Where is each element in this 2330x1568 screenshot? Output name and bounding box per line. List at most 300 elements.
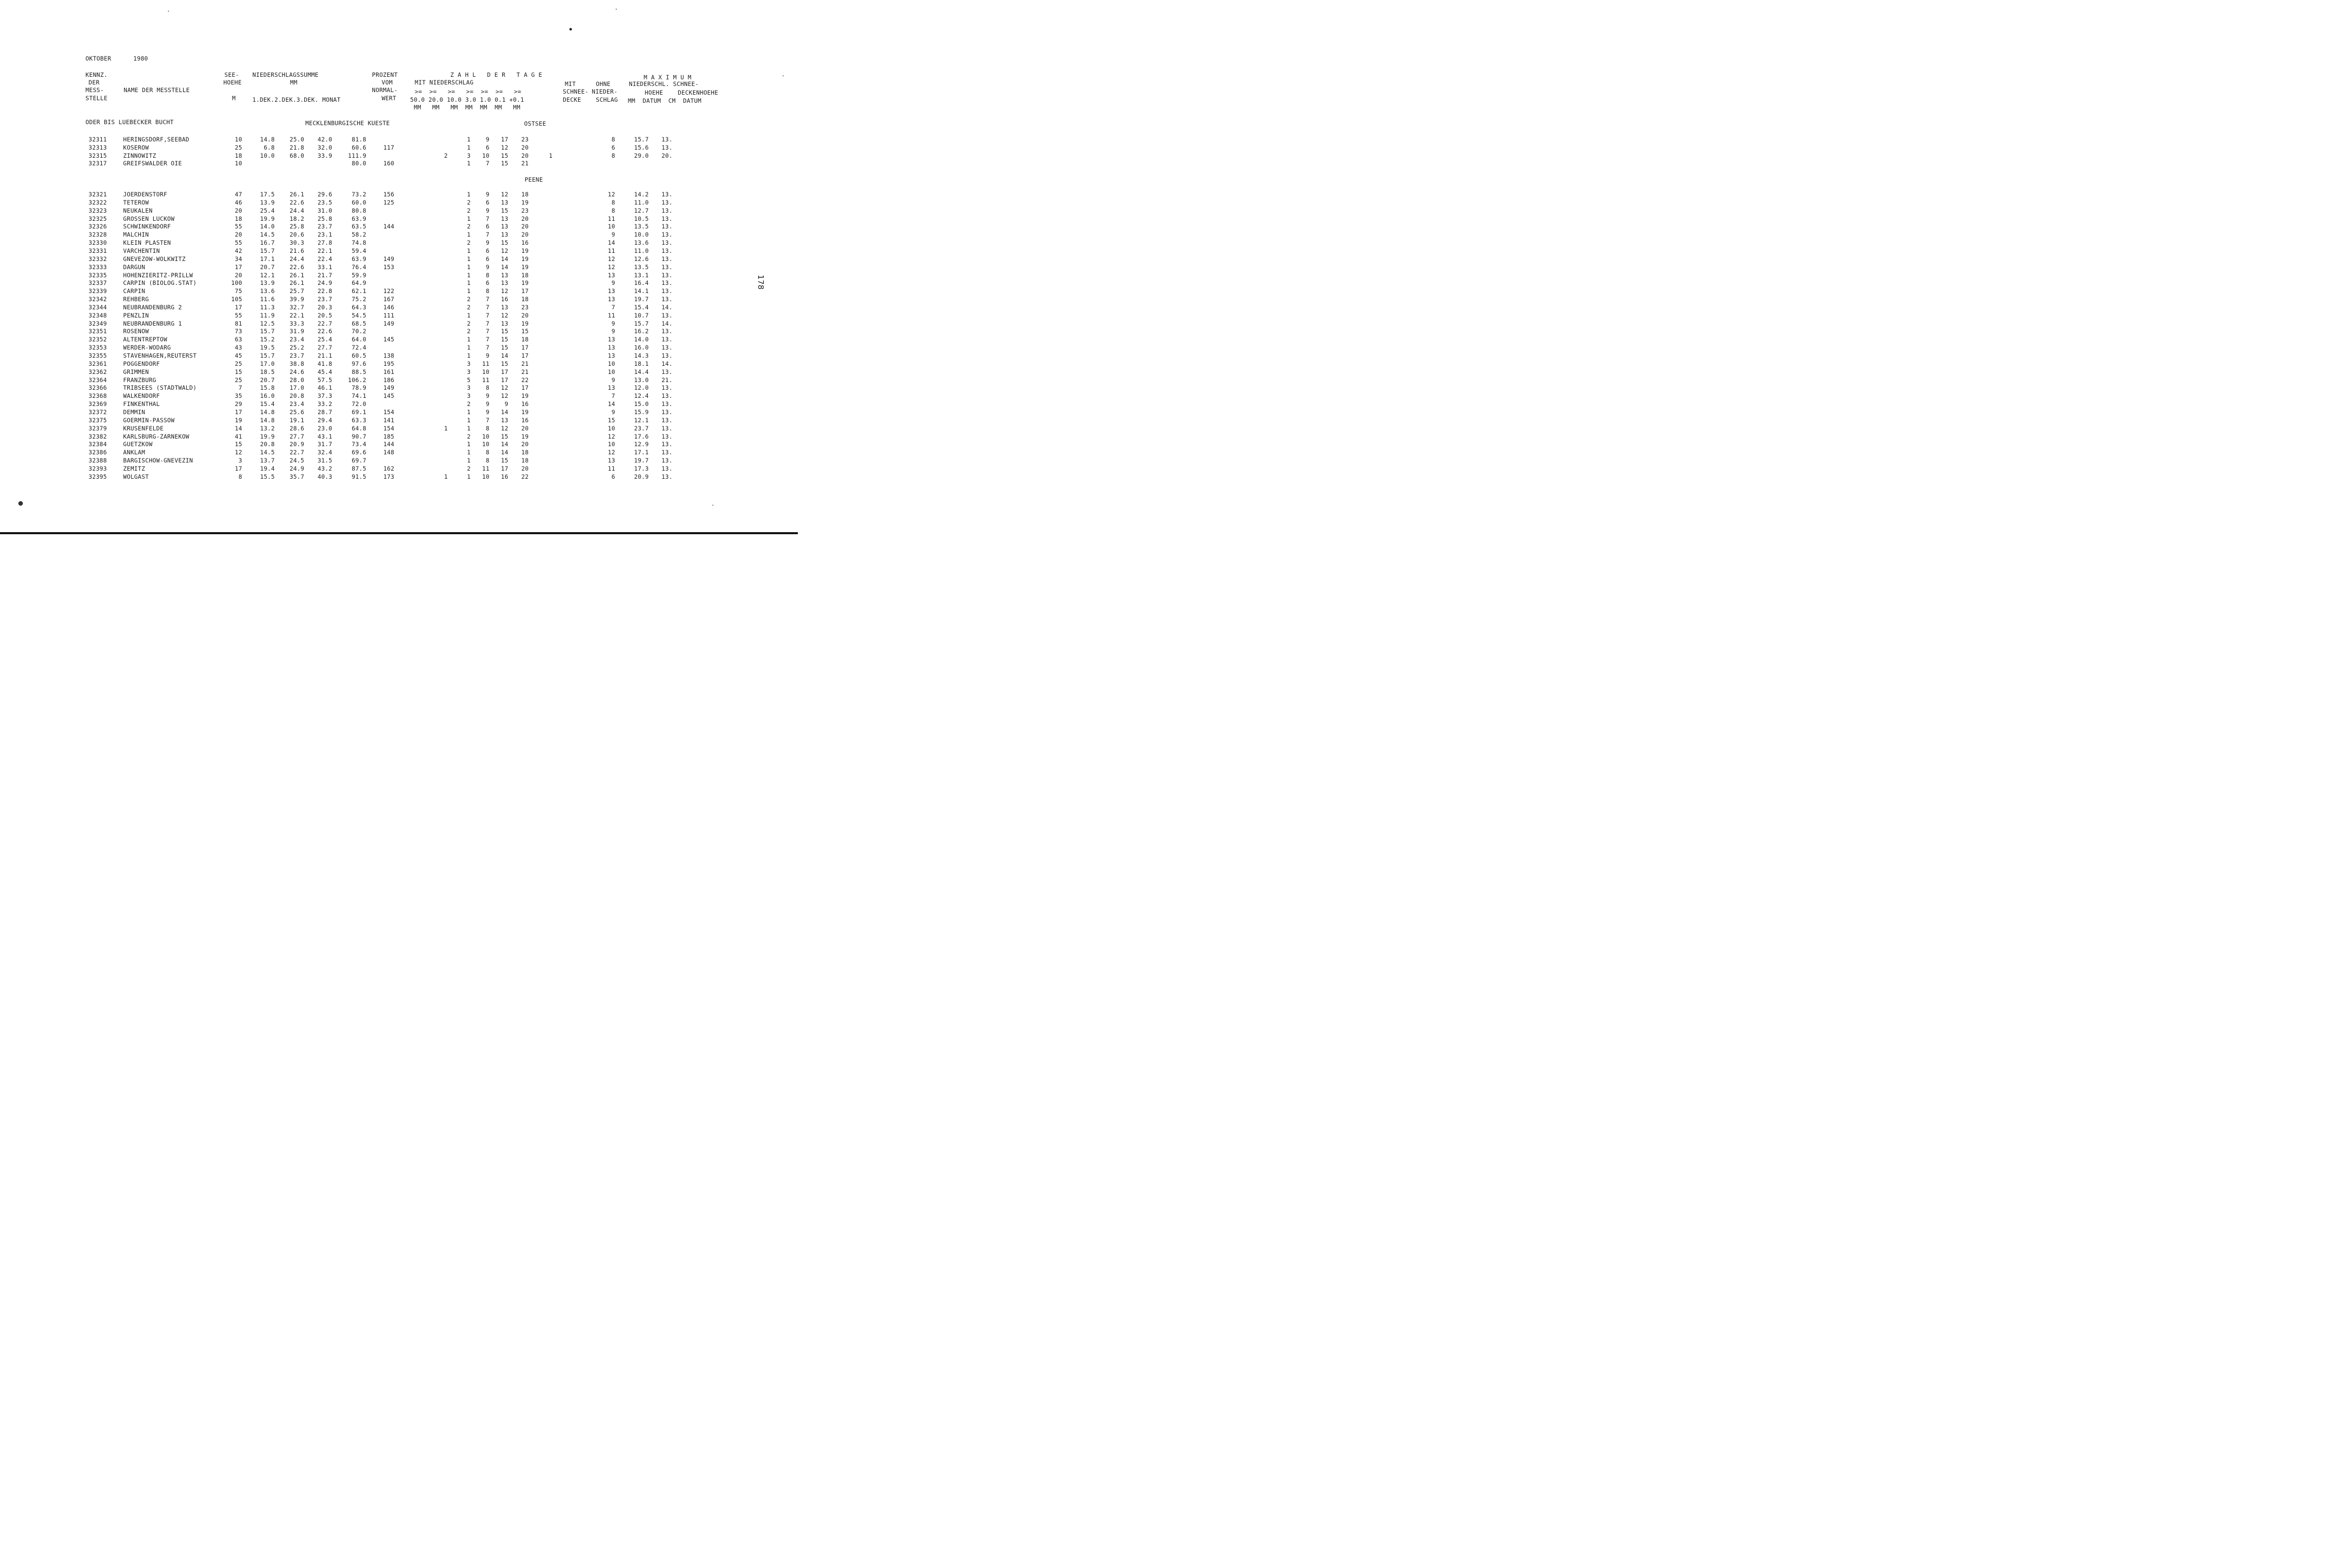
days-ge-1: 13 [501,303,508,311]
days-ge-3: 11 [482,376,490,384]
days-ge-0-1: 19 [521,408,529,416]
precip-dek1: 6.8 [264,143,275,151]
max-precip: 12.7 [634,207,649,214]
precip-month: 81.8 [352,136,366,143]
precip-dek2: 31.9 [290,328,304,335]
percent-normal: 145 [383,392,394,400]
station-name: STAVENHAGEN,REUTERST [123,352,197,359]
station-name: WOLGAST [123,473,149,480]
days-without-precip: 12 [608,191,615,198]
days-without-precip: 9 [611,320,615,327]
max-date: 13. [661,432,673,440]
max-date: 13. [661,136,673,143]
table-row [0,369,798,377]
days-ge-3: 8 [485,287,490,295]
days-ge-20: 1 [444,424,448,432]
station-name: REHBERG [123,296,149,303]
table-row [0,223,798,231]
days-ge-20: 2 [444,152,448,159]
precip-dek2: 26.1 [290,271,304,279]
days-ge-1: 15 [501,360,508,367]
precip-dek1: 15.5 [260,473,275,480]
days-ge-10: 1 [467,457,471,464]
days-ge-10: 3 [467,384,471,392]
days-ge-1: 12 [501,424,508,432]
header-snow-ohne-3: SCHLAG [596,96,618,103]
station-name: ZINNOWITZ [123,152,157,159]
station-height: 34 [235,255,242,263]
precip-dek3: 23.5 [318,198,332,206]
days-ge-10: 1 [467,449,471,456]
precip-dek3: 22.6 [318,328,332,335]
precip-dek2: 22.6 [290,198,304,206]
precip-dek1: 14.8 [260,416,275,424]
station-height: 8 [238,473,242,480]
precip-dek2: 22.1 [290,311,304,319]
days-ge-3: 7 [485,231,490,239]
station-id: 32326 [89,223,107,230]
days-ge-3: 8 [485,384,490,392]
station-height: 20 [235,271,242,279]
days-ge-3: 7 [485,296,490,303]
percent-normal: 195 [383,360,394,367]
days-ge-0-1: 17 [521,344,529,352]
days-ge-10: 1 [467,424,471,432]
precip-dek3: 41.8 [318,360,332,367]
days-ge-1: 16 [501,473,508,480]
days-without-precip: 10 [608,441,615,448]
precip-dek2: 22.7 [290,449,304,456]
max-date: 20. [661,152,673,159]
percent-normal: 138 [383,352,394,359]
precip-dek2: 33.3 [290,320,304,327]
max-date: 13. [661,215,673,222]
percent-normal: 149 [383,320,394,327]
days-ge-3: 9 [485,191,490,198]
station-height: 25 [235,376,242,384]
precip-month: 90.7 [352,432,366,440]
station-height: 18 [235,215,242,222]
days-ge-1: 17 [501,464,508,472]
station-name: MALCHIN [123,231,149,239]
table-row [0,353,798,361]
header-max-cols: MM DATUM CM DATUM [628,97,702,104]
scan-speck [712,505,713,506]
precip-dek1: 16.7 [260,239,275,247]
days-without-precip: 9 [611,328,615,335]
header-id-2: DER [89,79,100,86]
station-height: 25 [235,143,242,151]
days-ge-3: 9 [485,392,490,400]
days-without-precip: 8 [611,136,615,143]
station-id: 32330 [89,239,107,247]
scan-speck [616,9,617,10]
station-height: 17 [235,464,242,472]
precip-month: 72.0 [352,400,366,408]
station-id: 32325 [89,215,107,222]
station-id: 32369 [89,400,107,408]
table-row [0,409,798,417]
percent-normal: 185 [383,432,394,440]
precip-dek3: 31.5 [318,457,332,464]
precip-dek1: 12.1 [260,271,275,279]
precip-dek3: 23.1 [318,231,332,239]
station-height: 81 [235,320,242,327]
precip-dek2: 20.6 [290,231,304,239]
max-date: 13. [661,207,673,214]
max-precip: 15.0 [634,400,649,408]
max-date: 13. [661,328,673,335]
days-ge-1: 12 [501,191,508,198]
station-id: 32361 [89,360,107,367]
precip-dek2: 26.1 [290,279,304,287]
days-ge-0-1: 15 [521,328,529,335]
days-ge-10: 2 [467,432,471,440]
days-ge-3: 6 [485,223,490,230]
days-ge-1: 15 [501,457,508,464]
station-name: NEUKALEN [123,207,153,214]
days-ge-0-1: 18 [521,296,529,303]
precip-dek2: 21.8 [290,143,304,151]
precip-dek1: 13.9 [260,279,275,287]
days-ge-10: 1 [467,473,471,480]
days-ge-0-1: 17 [521,287,529,295]
max-precip: 17.6 [634,432,649,440]
max-precip: 10.7 [634,311,649,319]
precip-month: 76.4 [352,263,366,271]
days-ge-1: 14 [501,352,508,359]
station-name: PENZLIN [123,311,149,319]
days-without-precip: 12 [608,432,615,440]
header-id-3: MESS- [85,86,104,94]
header-name: NAME DER MESSTELLE [124,86,190,94]
days-ge-0-1: 17 [521,384,529,392]
station-id: 32362 [89,368,107,375]
station-height: 10 [235,160,242,167]
precip-dek2: 25.7 [290,287,304,295]
max-precip: 13.0 [634,376,649,384]
precip-dek1: 19.5 [260,344,275,352]
precip-dek2: 35.7 [290,473,304,480]
days-ge-10: 1 [467,247,471,254]
days-without-precip: 13 [608,271,615,279]
days-ge-0-1: 21 [521,360,529,367]
station-height: 105 [231,296,242,303]
precip-month: 74.1 [352,392,366,400]
max-precip: 13.6 [634,239,649,247]
station-name: KARLSBURG-ZARNEKOW [123,432,190,440]
station-id: 32375 [89,416,107,424]
table-row [0,425,798,433]
precip-month: 69.6 [352,449,366,456]
days-ge-10: 1 [467,191,471,198]
days-without-precip: 10 [608,424,615,432]
station-id: 32368 [89,392,107,400]
table-row [0,449,798,457]
precip-dek3: 33.1 [318,263,332,271]
station-height: 73 [235,328,242,335]
days-ge-1: 15 [501,344,508,352]
precip-month: 60.0 [352,198,366,206]
days-without-precip: 13 [608,296,615,303]
precip-dek1: 19.9 [260,432,275,440]
percent-normal: 144 [383,441,394,448]
precip-dek1: 14.5 [260,231,275,239]
days-without-precip: 11 [608,247,615,254]
precip-month: 60.6 [352,143,366,151]
precip-month: 73.2 [352,191,366,198]
precip-month: 111.9 [348,152,366,159]
station-name: GOERMIN-PASSOW [123,416,175,424]
header-max-title: M A X I M U M [644,74,692,81]
precip-month: 74.8 [352,239,366,247]
days-ge-1: 13 [501,271,508,279]
precip-dek1: 15.7 [260,328,275,335]
percent-normal: 149 [383,384,394,392]
precip-month: 54.5 [352,311,366,319]
days-ge-10: 2 [467,198,471,206]
days-ge-1: 13 [501,279,508,287]
days-without-precip: 15 [608,416,615,424]
max-precip: 12.0 [634,384,649,392]
header-days-vals: 50.0 20.0 10.0 3.0 1.0 0.1 +0.1 [410,96,524,103]
station-id: 32322 [89,198,107,206]
station-name: KOSEROW [123,143,149,151]
station-height: 63 [235,336,242,343]
precip-month: 73.4 [352,441,366,448]
scan-speck [783,75,784,76]
days-ge-10: 1 [467,287,471,295]
table-row [0,272,798,280]
station-name: CARPIN (BIOLOG.STAT) [123,279,197,287]
days-ge-10: 1 [467,271,471,279]
precip-dek2: 22.6 [290,263,304,271]
days-ge-1: 12 [501,392,508,400]
days-ge-0-1: 19 [521,255,529,263]
table-row [0,240,798,248]
precip-dek2: 21.6 [290,247,304,254]
max-precip: 12.4 [634,392,649,400]
percent-normal: 117 [383,143,394,151]
precip-dek1: 11.6 [260,296,275,303]
max-date: 13. [661,400,673,408]
days-ge-3: 8 [485,449,490,456]
days-ge-10: 1 [467,263,471,271]
days-ge-0-1: 20 [521,311,529,319]
max-date: 13. [661,408,673,416]
percent-normal: 154 [383,408,394,416]
days-ge-1: 12 [501,247,508,254]
days-ge-3: 9 [485,239,490,247]
station-height: 75 [235,287,242,295]
days-ge-0-1: 16 [521,416,529,424]
station-id: 32372 [89,408,107,416]
days-ge-0-1: 23 [521,207,529,214]
precip-month: 60.5 [352,352,366,359]
max-precip: 12.6 [634,255,649,263]
precip-dek3: 29.4 [318,416,332,424]
days-ge-10: 2 [467,239,471,247]
max-precip: 14.4 [634,368,649,375]
precip-dek2: 38.8 [290,360,304,367]
max-precip: 13.5 [634,223,649,230]
station-name: SCHWINKENDORF [123,223,171,230]
precip-dek3: 22.7 [318,320,332,327]
max-date: 13. [661,449,673,456]
days-ge-10: 2 [467,223,471,230]
precip-dek3: 22.4 [318,255,332,263]
station-id: 32395 [89,473,107,480]
scan-bottom-edge [0,532,798,534]
station-id: 32331 [89,247,107,254]
precip-dek3: 22.1 [318,247,332,254]
max-precip: 13.5 [634,263,649,271]
days-ge-1: 13 [501,231,508,239]
days-ge-3: 9 [485,408,490,416]
table-row [0,288,798,296]
days-ge-0-1: 18 [521,271,529,279]
days-without-precip: 6 [611,473,615,480]
days-ge-0-1: 20 [521,223,529,230]
precip-dek2: 39.9 [290,296,304,303]
station-name: FRANZBURG [123,376,157,384]
station-height: 12 [235,449,242,456]
max-precip: 10.0 [634,231,649,239]
days-ge-3: 9 [485,352,490,359]
scan-speck [168,11,169,12]
days-without-precip: 9 [611,376,615,384]
max-precip: 15.7 [634,320,649,327]
max-date: 13. [661,424,673,432]
days-ge-0-1: 22 [521,473,529,480]
table-row [0,466,798,474]
precip-dek3: 23.7 [318,296,332,303]
max-date: 13. [661,311,673,319]
header-max-sub2: HOEHE DECKENHOEHE [645,89,718,96]
table-row [0,231,798,240]
days-ge-3: 9 [485,263,490,271]
station-name: JOERDENSTORF [123,191,167,198]
region-right: OSTSEE [524,120,546,127]
days-ge-3: 7 [485,160,490,167]
precip-month: 91.5 [352,473,366,480]
days-without-precip: 12 [608,255,615,263]
percent-normal: 149 [383,255,394,263]
percent-normal: 161 [383,368,394,375]
precip-month: 68.5 [352,320,366,327]
days-ge-3: 6 [485,279,490,287]
station-id: 32364 [89,376,107,384]
days-trace: 1 [549,152,553,159]
max-date: 13. [661,344,673,352]
max-precip: 16.0 [634,344,649,352]
days-ge-3: 7 [485,336,490,343]
days-ge-10: 1 [467,416,471,424]
table-row [0,393,798,401]
station-name: ZEMITZ [123,464,146,472]
max-date: 13. [661,416,673,424]
precip-dek1: 15.4 [260,400,275,408]
precip-dek3: 42.0 [318,136,332,143]
station-id: 32311 [89,136,107,143]
table-row [0,312,798,321]
station-name: NEUBRANDENBURG 1 [123,320,182,327]
precip-dek2: 24.5 [290,457,304,464]
station-id: 32352 [89,336,107,343]
max-precip: 17.1 [634,449,649,456]
table-row [0,457,798,466]
precip-dek1: 20.8 [260,441,275,448]
precip-month: 63.3 [352,416,366,424]
station-height: 19 [235,416,242,424]
precip-month: 59.9 [352,271,366,279]
max-precip: 16.2 [634,328,649,335]
max-precip: 14.0 [634,336,649,343]
precip-dek3: 40.3 [318,473,332,480]
days-without-precip: 9 [611,408,615,416]
max-date: 13. [661,296,673,303]
max-date: 13. [661,457,673,464]
days-ge-1: 17 [501,376,508,384]
percent-normal: 153 [383,263,394,271]
days-without-precip: 14 [608,400,615,408]
station-id: 32317 [89,160,107,167]
days-ge-0-1: 20 [521,143,529,151]
max-date: 13. [661,247,673,254]
station-height: 7 [238,384,242,392]
station-name: WALKENDORF [123,392,160,400]
days-ge-3: 10 [482,441,490,448]
header-height-1: SEE- [224,71,239,78]
station-id: 32388 [89,457,107,464]
precip-dek1: 14.8 [260,408,275,416]
precip-month: 80.8 [352,207,366,214]
precip-dek1: 13.6 [260,287,275,295]
days-ge-1: 12 [501,384,508,392]
max-date: 13. [661,352,673,359]
station-height: 41 [235,432,242,440]
max-precip: 10.5 [634,215,649,222]
percent-normal: 154 [383,424,394,432]
header-days-units: MM MM MM MM MM MM MM [410,104,521,111]
precip-dek3: 43.2 [318,464,332,472]
days-ge-10: 1 [467,279,471,287]
station-height: 17 [235,263,242,271]
days-ge-3: 9 [485,207,490,214]
days-ge-10: 2 [467,296,471,303]
precip-dek2: 27.7 [290,432,304,440]
precip-dek2: 25.8 [290,223,304,230]
days-ge-1: 13 [501,223,508,230]
days-ge-0-1: 20 [521,215,529,222]
precip-dek2: 30.3 [290,239,304,247]
precip-dek2: 24.6 [290,368,304,375]
station-height: 17 [235,408,242,416]
station-name: FINKENTHAL [123,400,160,408]
percent-normal: 125 [383,198,394,206]
days-ge-0-1: 19 [521,279,529,287]
days-ge-1: 9 [504,400,508,408]
max-date: 13. [661,198,673,206]
station-height: 17 [235,303,242,311]
days-ge-10: 1 [467,408,471,416]
station-height: 18 [235,152,242,159]
precip-dek3: 33.9 [318,152,332,159]
days-ge-10: 2 [467,207,471,214]
precip-dek3: 22.8 [318,287,332,295]
max-precip: 15.4 [634,303,649,311]
days-ge-1: 14 [501,408,508,416]
